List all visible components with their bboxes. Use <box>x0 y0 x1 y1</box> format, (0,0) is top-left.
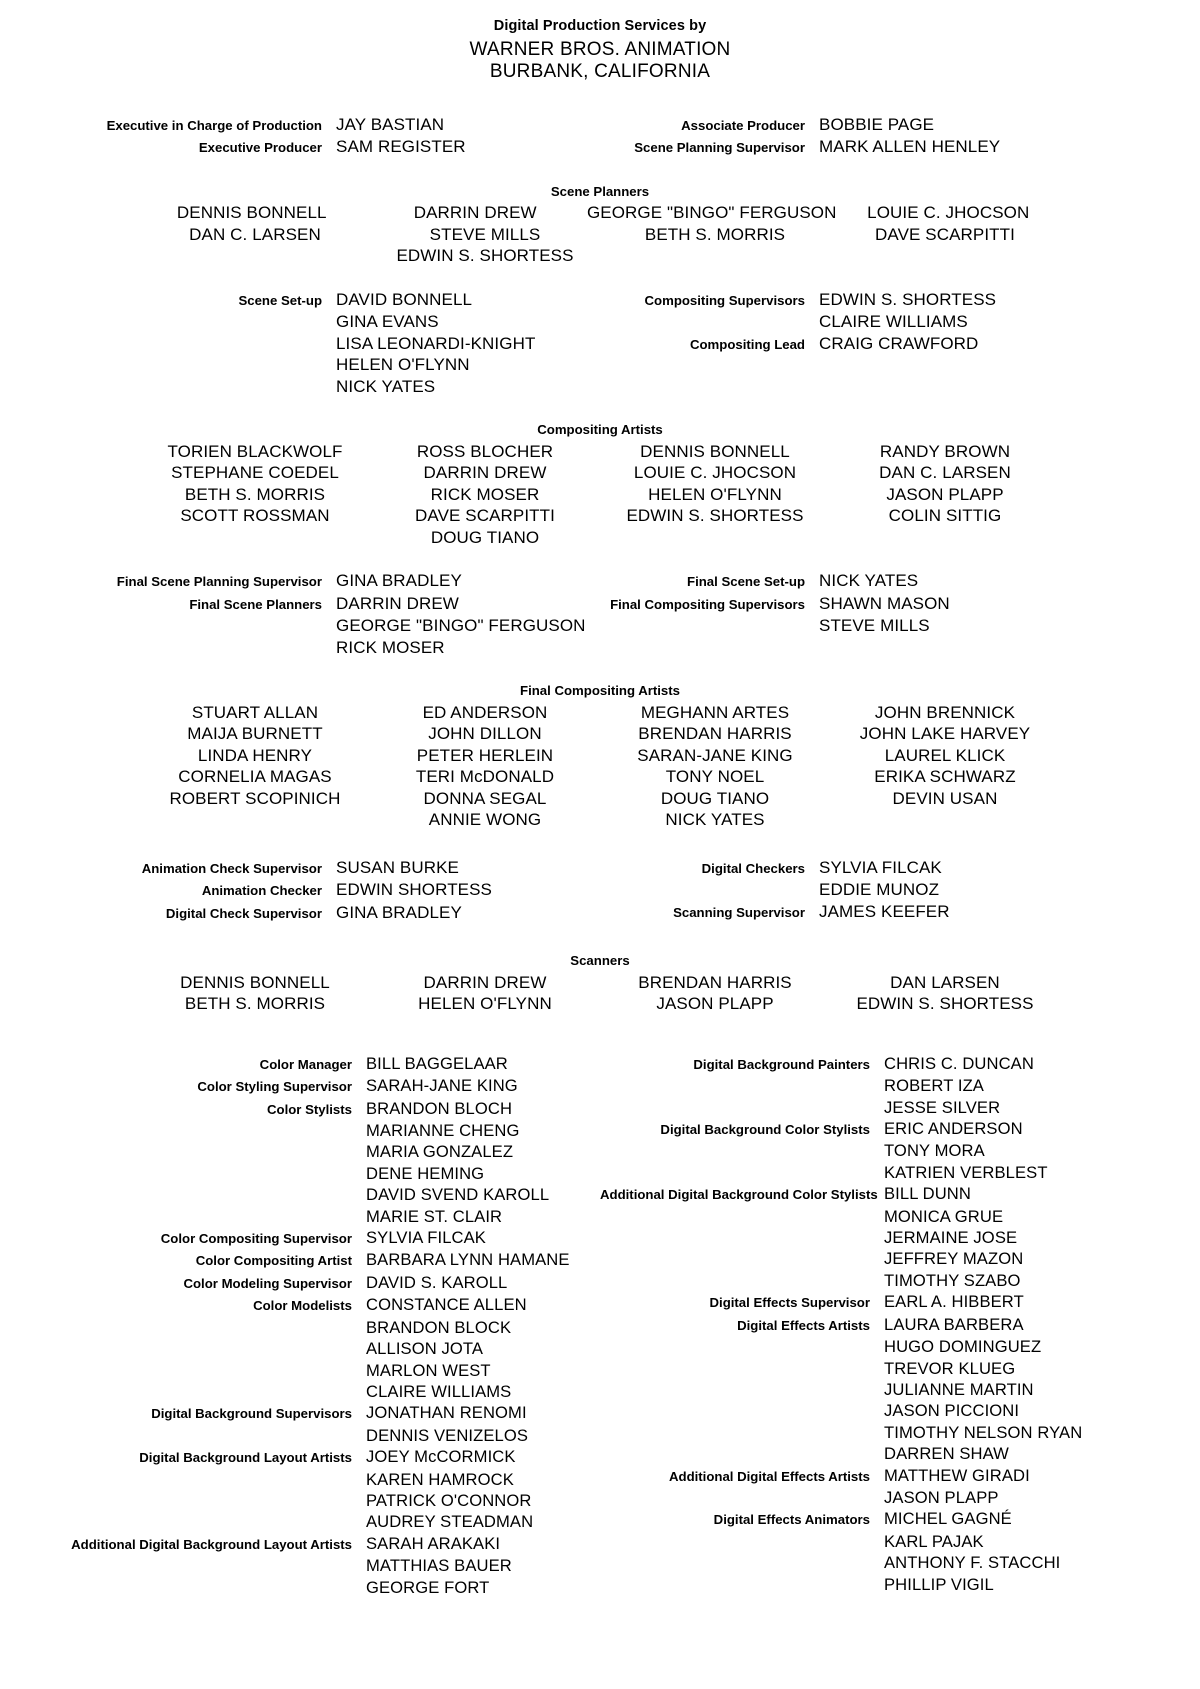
credit-role: Color Styling Supervisor <box>197 1079 352 1095</box>
credit-role: Digital Effects Animators <box>713 1512 870 1528</box>
credit-name: KAREN HAMROCK <box>366 1469 514 1489</box>
credit-name: NICK YATES <box>665 810 765 830</box>
credit-name: JASON PICCIONI <box>884 1401 1020 1421</box>
credit-name: TREVOR KLUEG <box>884 1358 1016 1378</box>
credit-name <box>600 245 830 267</box>
credit-name: JONATHAN RENOMI <box>366 1403 527 1423</box>
name-row <box>140 505 1060 527</box>
credit-name: BARBARA LYNN HAMANE <box>366 1250 570 1270</box>
name-row <box>140 809 1060 831</box>
credit-row <box>0 354 600 376</box>
credit-name: MARLON WEST <box>366 1360 491 1380</box>
credit-name: SARAN-JANE KING <box>637 745 793 765</box>
credit-name: MICHEL GAGNÉ <box>884 1509 1012 1529</box>
credit-role: Digital Background Color Stylists <box>660 1122 870 1138</box>
credit-row <box>600 593 1200 616</box>
credit-row <box>0 1469 600 1490</box>
credit-name: JAMES KEEFER <box>819 901 950 921</box>
credit-name: DOUG TIANO <box>660 788 770 808</box>
credit-name: ED ANDERSON <box>422 702 548 722</box>
credit-name: EARL A. HIBBERT <box>884 1292 1024 1312</box>
credit-name: BETH S. MORRIS <box>644 224 786 244</box>
credit-role: Color Manager <box>259 1056 352 1072</box>
final-compositing-artists-section <box>0 680 1200 831</box>
credit-row <box>0 1381 600 1402</box>
credit-row <box>0 1098 600 1120</box>
credit-role: Additional Digital Effects Artists <box>668 1468 870 1484</box>
credit-row <box>600 114 1200 137</box>
credit-name: GEORGE "BINGO" FERGUSON <box>586 203 837 223</box>
credit-name: BRENDAN HARRIS <box>638 972 792 992</box>
credit-role: Color Stylists <box>266 1101 352 1117</box>
digital-effects-column <box>600 1053 1200 1598</box>
credit-name: CHRIS C. DUNCAN <box>884 1053 1034 1073</box>
credit-name: MATTHIAS BAUER <box>366 1556 512 1576</box>
credit-row <box>0 1141 600 1162</box>
credit-role: Compositing Lead <box>689 336 805 352</box>
credit-row <box>0 1184 600 1205</box>
credit-row <box>0 1206 600 1227</box>
credit-name: LAURA BARBERA <box>884 1314 1024 1334</box>
credit-row <box>600 311 1200 333</box>
executive-right-column <box>600 114 1200 159</box>
credit-row <box>600 333 1200 356</box>
credit-name <box>830 245 1060 267</box>
section-title: Final Compositing Artists <box>520 683 680 699</box>
credit-name: STEVE MILLS <box>819 616 930 636</box>
credit-name: MARIA GONZALEZ <box>366 1142 514 1162</box>
credit-row <box>600 1206 1200 1227</box>
credit-row <box>0 1425 600 1446</box>
credit-name <box>830 809 1060 831</box>
credit-name: JAY BASTIAN <box>336 114 445 134</box>
credit-row <box>0 1446 600 1468</box>
credit-name <box>140 809 370 831</box>
credit-name: TIMOTHY NELSON RYAN <box>884 1422 1083 1442</box>
credit-role: Color Compositing Supervisor <box>160 1231 352 1247</box>
credit-name: JEFFREY MAZON <box>884 1249 1024 1269</box>
credit-name: TORIEN BLACKWOLF <box>167 441 343 461</box>
credit-name: HUGO DOMINGUEZ <box>884 1337 1042 1357</box>
credit-name: JERMAINE JOSE <box>884 1228 1018 1248</box>
credit-row <box>0 376 600 398</box>
credit-name <box>830 527 1060 549</box>
credit-row <box>600 1358 1200 1379</box>
credit-name: DAVID BONNELL <box>336 289 473 309</box>
credit-role: Associate Producer <box>681 117 805 133</box>
credit-name: EDDIE MUNOZ <box>819 880 940 900</box>
credit-name: LOUIE C. JHOCSON <box>633 463 797 483</box>
credit-row <box>600 1291 1200 1313</box>
credit-name: SHAWN MASON <box>819 593 950 613</box>
credit-name: JESSE SILVER <box>884 1097 1001 1117</box>
credit-name: EDWIN S. SHORTESS <box>626 506 804 526</box>
credit-name: MARIE ST. CLAIR <box>366 1206 503 1226</box>
credit-name: CONSTANCE ALLEN <box>366 1295 527 1315</box>
scene-setup-block <box>0 289 1200 398</box>
credit-name: LISA LEONARDI-KNIGHT <box>336 333 536 353</box>
name-row <box>140 527 1060 549</box>
credit-name: JASON PLAPP <box>656 994 774 1014</box>
credit-name: JASON PLAPP <box>884 1487 999 1507</box>
credit-row <box>600 1097 1200 1118</box>
credit-row <box>600 1443 1200 1464</box>
name-row <box>140 202 1060 224</box>
credit-row <box>0 1075 600 1097</box>
final-scene-left-column <box>0 570 600 658</box>
credit-role: Final Scene Planning Supervisor <box>116 574 322 590</box>
credit-name: MONICA GRUE <box>884 1206 1004 1226</box>
credit-name: DAN LARSEN <box>890 972 1000 992</box>
credit-row <box>600 879 1200 901</box>
name-row <box>140 441 1060 463</box>
credit-name: RICK MOSER <box>430 484 540 504</box>
final-scene-block <box>0 570 1200 658</box>
credit-role: Digital Background Layout Artists <box>139 1450 352 1466</box>
credit-name: NICK YATES <box>336 376 436 396</box>
credit-row <box>0 1577 600 1598</box>
final-compositing-artists-grid <box>0 702 1200 831</box>
credit-name: MARK ALLEN HENLEY <box>819 137 1001 157</box>
credits-header <box>0 18 1200 84</box>
credit-row <box>0 1053 600 1075</box>
credit-row <box>0 593 600 616</box>
credit-name: JOHN DILLON <box>428 724 542 744</box>
credit-row <box>0 1317 600 1338</box>
credit-row <box>600 1270 1200 1291</box>
credit-role: Color Compositing Artist <box>195 1253 352 1269</box>
credit-role: Final Compositing Supervisors <box>610 596 805 612</box>
credit-name <box>140 527 370 549</box>
credit-name: GEORGE "BINGO" FERGUSON <box>336 616 586 636</box>
credit-name: AUDREY STEADMAN <box>366 1512 534 1532</box>
credit-name: LOUIE C. JHOCSON <box>867 203 1030 223</box>
name-row <box>140 723 1060 745</box>
credit-row <box>0 289 600 312</box>
credit-row <box>0 1338 600 1359</box>
executive-left-column <box>0 114 600 159</box>
name-row <box>140 462 1060 484</box>
credit-name: DOUG TIANO <box>430 527 540 547</box>
credit-row <box>600 1465 1200 1487</box>
credit-name: JOHN LAKE HARVEY <box>859 724 1031 744</box>
credit-row <box>600 1118 1200 1140</box>
name-row <box>140 245 1060 267</box>
credit-row <box>0 879 600 902</box>
credit-name: DAN C. LARSEN <box>879 463 1011 483</box>
credit-name: BILL BAGGELAAR <box>366 1053 508 1073</box>
credit-name <box>600 527 830 549</box>
credit-row <box>0 333 600 355</box>
credit-name: NICK YATES <box>819 571 919 591</box>
scene-planners-section <box>0 181 1200 267</box>
credit-name: GINA BRADLEY <box>336 571 462 591</box>
credit-name <box>140 245 370 267</box>
credit-name: EDWIN S. SHORTESS <box>856 994 1034 1014</box>
credit-name: COLIN SITTIG <box>888 506 1002 526</box>
credit-name: TONY MORA <box>884 1141 985 1161</box>
credit-name: MARIANNE CHENG <box>366 1121 520 1141</box>
compositing-artists-section <box>0 419 1200 548</box>
services-by-line: Digital Production Services by <box>493 18 707 34</box>
credit-role: Digital Effects Artists <box>737 1317 870 1333</box>
credit-name: DEVIN USAN <box>892 788 998 808</box>
color-and-effects-block <box>0 1053 1200 1598</box>
credit-row <box>600 1531 1200 1552</box>
credit-name: TIMOTHY SZABO <box>884 1270 1021 1290</box>
credit-name: BETH S. MORRIS <box>184 994 326 1014</box>
credit-name: DARRIN DREW <box>423 463 547 483</box>
credit-name: DARREN SHAW <box>884 1444 1009 1464</box>
credit-row <box>600 1075 1200 1096</box>
animation-check-column <box>0 857 600 925</box>
credit-name: MATTHEW GIRADI <box>884 1465 1030 1485</box>
credit-row <box>0 1227 600 1249</box>
credit-name: DENNIS BONNELL <box>640 441 790 461</box>
credit-row <box>600 1336 1200 1357</box>
credit-row <box>0 615 600 637</box>
credit-name: SARAH ARAKAKI <box>366 1533 501 1553</box>
credit-row <box>600 1400 1200 1421</box>
name-row <box>140 702 1060 724</box>
credit-row <box>600 1508 1200 1530</box>
credit-role: Scene Set-up <box>238 292 322 308</box>
credit-row <box>600 1183 1200 1205</box>
credit-name: DENE HEMING <box>366 1163 485 1183</box>
credit-row <box>600 1552 1200 1573</box>
credit-row <box>0 857 600 880</box>
credit-name: STUART ALLAN <box>191 702 319 722</box>
credit-name: CRAIG CRAWFORD <box>819 333 979 353</box>
credit-role: Scene Planning Supervisor <box>634 140 805 156</box>
credit-role: Digital Check Supervisor <box>165 905 322 921</box>
section-title: Scanners <box>570 953 630 969</box>
credit-row <box>0 1511 600 1532</box>
credit-name: ERIKA SCHWARZ <box>874 767 1016 787</box>
credit-name: KARL PAJAK <box>884 1531 984 1551</box>
credit-row <box>0 902 600 925</box>
credit-role: Digital Effects Supervisor <box>709 1295 870 1311</box>
credit-name: ERIC ANDERSON <box>884 1119 1023 1139</box>
credit-name: DARRIN DREW <box>413 203 537 223</box>
credit-name: HELEN O'FLYNN <box>336 355 470 375</box>
credit-name: EDWIN SHORTESS <box>336 880 492 900</box>
credit-name: PHILLIP VIGIL <box>884 1574 994 1594</box>
credit-role: Color Modeling Supervisor <box>183 1275 352 1291</box>
credit-row <box>0 114 600 137</box>
credit-name: ALLISON JOTA <box>366 1339 484 1359</box>
credit-name: BOBBIE PAGE <box>819 114 935 134</box>
check-block <box>0 857 1200 925</box>
credit-row <box>600 901 1200 924</box>
credit-name: BILL DUNN <box>884 1184 971 1204</box>
credit-name: GEORGE FORT <box>366 1577 490 1597</box>
credit-row <box>600 1379 1200 1400</box>
credit-name: ANTHONY F. STACCHI <box>884 1553 1061 1573</box>
credit-row <box>600 857 1200 880</box>
name-row <box>140 993 1060 1015</box>
credit-role: Scanning Supervisor <box>673 904 805 920</box>
credit-role: Executive in Charge of Production <box>106 117 322 133</box>
digital-checkers-column <box>600 857 1200 925</box>
credit-name: DAVID SVEND KAROLL <box>366 1185 550 1205</box>
credit-name: LINDA HENRY <box>197 745 313 765</box>
credit-name: DENNIS VENIZELOS <box>366 1425 529 1445</box>
credit-row <box>0 1163 600 1184</box>
credit-row <box>0 570 600 593</box>
name-row <box>140 766 1060 788</box>
credit-name: EDWIN S. SHORTESS <box>819 289 997 309</box>
credit-role: Digital Background Painters <box>693 1056 870 1072</box>
credit-row <box>600 1053 1200 1075</box>
studio-name: WARNER BROS. ANIMATION <box>469 39 731 60</box>
credit-name: SUSAN BURKE <box>336 857 459 877</box>
color-department-column <box>0 1053 600 1598</box>
credit-name: ROSS BLOCHER <box>416 441 554 461</box>
credit-role: Digital Checkers <box>701 860 805 876</box>
credit-name: RANDY BROWN <box>879 441 1011 461</box>
credit-row <box>0 1272 600 1294</box>
credit-name: ROBERT SCOPINICH <box>169 788 341 808</box>
credit-row <box>600 1314 1200 1336</box>
credit-name: DAVE SCARPITTI <box>875 224 1015 244</box>
studio-location: BURBANK, CALIFORNIA <box>489 61 711 83</box>
credit-name: DARRIN DREW <box>336 593 459 613</box>
credit-name: RICK MOSER <box>336 637 445 657</box>
credit-name: JOEY McCORMICK <box>366 1447 516 1467</box>
credit-name: DARRIN DREW <box>423 972 547 992</box>
scanners-section <box>0 950 1200 1015</box>
credit-name: BETH S. MORRIS <box>184 484 326 504</box>
credit-name: TERI McDONALD <box>415 767 555 787</box>
credit-row <box>0 637 600 659</box>
scene-planners-grid <box>0 202 1200 267</box>
credit-name: STEVE MILLS <box>429 224 541 244</box>
credit-row <box>600 615 1200 637</box>
section-title: Scene Planners <box>550 183 650 199</box>
credit-row <box>600 1487 1200 1508</box>
section-title: Compositing Artists <box>537 422 663 438</box>
credit-name: EDWIN S. SHORTESS <box>396 246 574 266</box>
credit-row <box>600 1248 1200 1269</box>
credit-role: Final Scene Set-up <box>687 574 805 590</box>
credit-name: STEPHANE COEDEL <box>171 463 339 483</box>
credit-name: GINA EVANS <box>336 312 439 332</box>
credit-name: DONNA SEGAL <box>423 788 547 808</box>
credit-name: HELEN O'FLYNN <box>648 484 782 504</box>
credit-row <box>0 1249 600 1271</box>
compositing-artists-grid <box>0 441 1200 549</box>
credit-name: KATRIEN VERBLEST <box>884 1162 1048 1182</box>
credit-name: HELEN O'FLYNN <box>418 994 552 1014</box>
credit-name: JULIANNE MARTIN <box>884 1379 1034 1399</box>
credit-row <box>600 1140 1200 1161</box>
credit-row <box>0 1402 600 1424</box>
credit-role: Final Scene Planners <box>189 596 322 612</box>
credit-name: DAN C. LARSEN <box>189 224 321 244</box>
credit-name: DENNIS BONNELL <box>180 972 330 992</box>
credit-role: Digital Background Supervisors <box>151 1406 352 1422</box>
credit-role: Color Modelists <box>253 1298 352 1314</box>
credit-name: CLAIRE WILLIAMS <box>819 312 968 332</box>
credit-name: BRENDAN HARRIS <box>638 724 792 744</box>
scanners-grid <box>0 972 1200 1015</box>
name-row <box>140 484 1060 506</box>
credit-row <box>0 1360 600 1381</box>
credit-role: Animation Checker <box>201 883 322 899</box>
credit-name: LAUREL KLICK <box>884 745 1006 765</box>
credit-name: PETER HERLEIN <box>416 745 554 765</box>
credit-name: BRANDON BLOCH <box>366 1098 513 1118</box>
credit-row <box>0 1555 600 1576</box>
credit-row <box>600 136 1200 159</box>
credit-name: SAM REGISTER <box>336 137 466 157</box>
name-row <box>140 972 1060 994</box>
credit-role: Compositing Supervisors <box>644 292 805 308</box>
credit-row <box>600 570 1200 593</box>
credit-row <box>600 1162 1200 1183</box>
credit-name: PATRICK O'CONNOR <box>366 1490 532 1510</box>
compositing-supervisors-column <box>600 289 1200 398</box>
executive-credits-block <box>0 114 1200 159</box>
final-scene-right-column <box>600 570 1200 658</box>
credit-row <box>600 1227 1200 1248</box>
credit-name: ROBERT IZA <box>884 1076 984 1096</box>
credit-row <box>600 1422 1200 1443</box>
name-row <box>140 745 1060 767</box>
credit-row <box>0 1490 600 1511</box>
credit-name: DENNIS BONNELL <box>176 203 327 223</box>
credit-name: GINA BRADLEY <box>336 902 462 922</box>
credit-row <box>0 136 600 159</box>
credit-row <box>0 1533 600 1555</box>
credit-name: MEGHANN ARTES <box>640 702 790 722</box>
scene-setup-left-column <box>0 289 600 398</box>
credit-name: SARAH-JANE KING <box>366 1076 518 1096</box>
credit-role: Executive Producer <box>198 140 322 156</box>
credit-row <box>0 1294 600 1316</box>
name-row <box>140 788 1060 810</box>
credit-name: JOHN BRENNICK <box>874 702 1016 722</box>
credit-name: SCOTT ROSSMAN <box>180 506 330 526</box>
credit-name: JASON PLAPP <box>886 484 1004 504</box>
credit-name: CLAIRE WILLIAMS <box>366 1381 512 1401</box>
credit-role: Additional Digital Background Color Stylists <box>600 1187 878 1203</box>
credit-row <box>600 1574 1200 1595</box>
credit-role: Animation Check Supervisor <box>141 860 322 876</box>
credit-name: DAVID S. KAROLL <box>366 1272 508 1292</box>
credit-name: SYLVIA FILCAK <box>366 1228 486 1248</box>
credit-row <box>0 1120 600 1141</box>
credit-name: TONY NOEL <box>665 767 765 787</box>
credit-name: BRANDON BLOCK <box>366 1317 512 1337</box>
credit-name: SYLVIA FILCAK <box>819 857 942 877</box>
credit-role: Additional Digital Background Layout Artists <box>71 1536 352 1552</box>
credit-name: CORNELIA MAGAS <box>178 767 332 787</box>
credit-row <box>600 289 1200 312</box>
credit-name: DAVE SCARPITTI <box>415 506 555 526</box>
credit-name: MAIJA BURNETT <box>187 724 323 744</box>
credit-name: ANNIE WONG <box>428 810 542 830</box>
credit-row <box>0 311 600 333</box>
name-row <box>140 224 1060 246</box>
